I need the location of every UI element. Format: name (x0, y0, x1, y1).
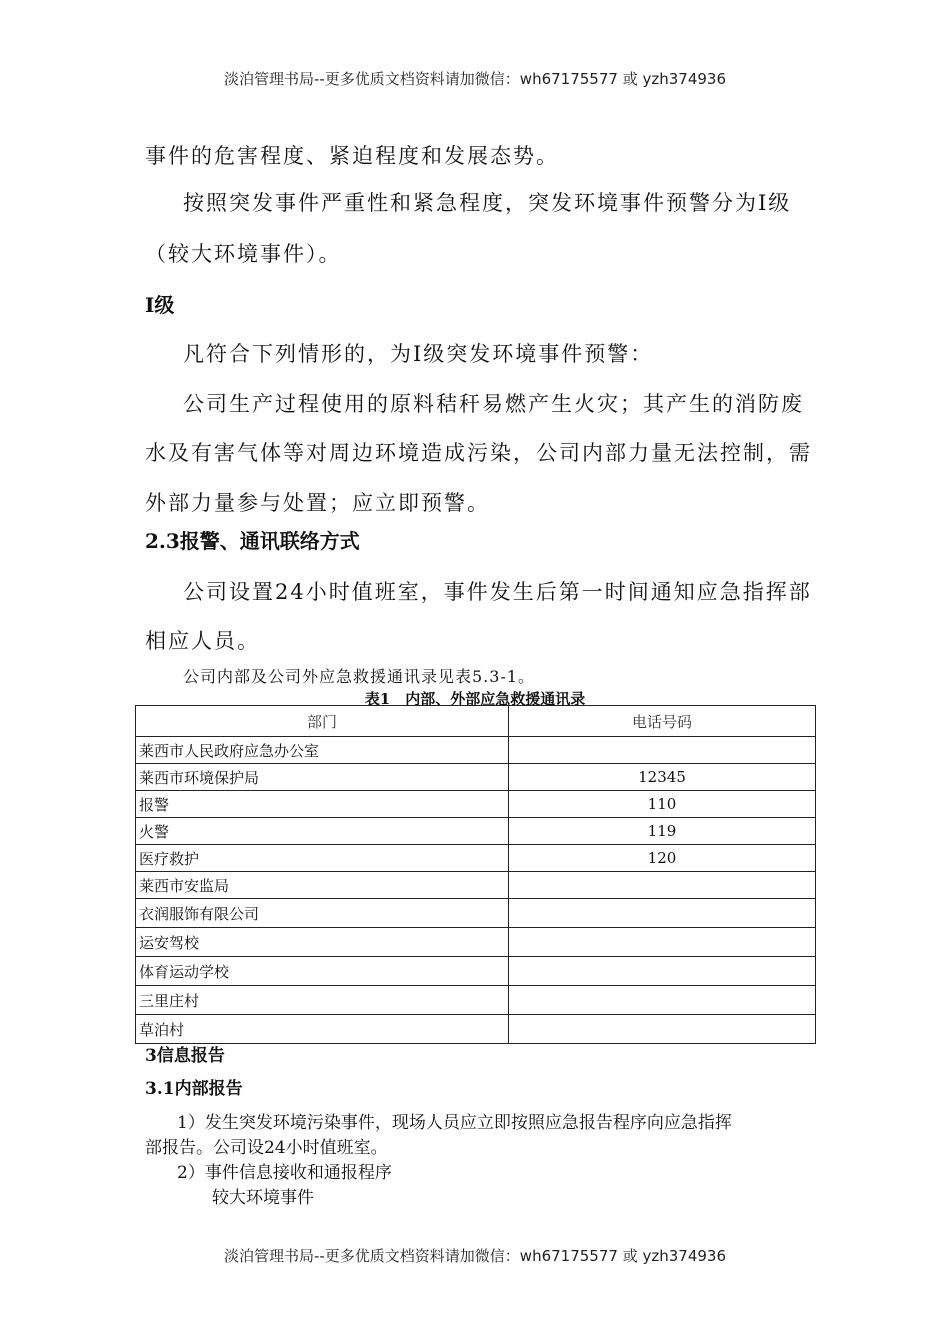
phone-cell: 120 (509, 845, 816, 872)
department-cell: 火警 (136, 818, 509, 845)
table-row (136, 818, 816, 845)
section-heading-3-1: 3.1内部报告 (145, 1079, 243, 1099)
phone-cell (509, 928, 816, 957)
department-cell: 莱西市环境保护局 (136, 764, 509, 791)
column-header: 电话号码 (509, 706, 816, 737)
level-heading: Ⅰ级 (145, 293, 175, 317)
table-row (136, 986, 816, 1015)
body-line: 2）事件信息接收和通报程序 (177, 1163, 392, 1183)
table-intro: 公司内部及公司外应急救援通讯录见表5.3-1。 (183, 667, 536, 686)
body-line: 较大环境事件 (212, 1188, 314, 1208)
body-line: 外部力量参与处置；应立即预警。 (145, 491, 490, 515)
table-row (136, 928, 816, 957)
department-cell: 运安驾校 (136, 928, 509, 957)
column-header: 部门 (136, 706, 509, 737)
phone-cell (509, 1015, 816, 1044)
department-cell: 草泊村 (136, 1015, 509, 1044)
phone-cell: 110 (509, 791, 816, 818)
body-line: 公司设置24小时值班室，事件发生后第一时间通知应急指挥部 (183, 580, 812, 604)
department-cell: 衣润服饰有限公司 (136, 899, 509, 928)
department-cell: 莱西市人民政府应急办公室 (136, 737, 509, 764)
table-row (136, 764, 816, 791)
section-heading-2-3: 2.3报警、通讯联络方式 (145, 529, 360, 553)
department-cell: 医疗救护 (136, 845, 509, 872)
body-line: 1）发生突发环境污染事件，现场人员应立即按照应急报告程序向应急指挥 (177, 1113, 732, 1133)
body-line: 部报告。公司设24小时值班室。 (145, 1138, 388, 1158)
phone-cell (509, 737, 816, 764)
department-cell: 报警 (136, 791, 509, 818)
section-heading-3: 3信息报告 (145, 1046, 225, 1066)
contact-table (135, 705, 816, 1044)
table-row (136, 899, 816, 928)
body-line: （较大环境事件）。 (145, 242, 342, 266)
body-line: 公司生产过程使用的原料秸秆易燃产生火灾；其产生的消防废 (183, 392, 804, 416)
department-cell: 三里庄村 (136, 986, 509, 1015)
phone-cell (509, 986, 816, 1015)
phone-cell (509, 872, 816, 899)
table-caption: 表1 内部、外部应急救援通讯录 (364, 690, 586, 708)
table-row (136, 872, 816, 899)
body-line: 水及有害气体等对周边环境造成污染，公司内部力量无法控制，需 (145, 441, 812, 465)
phone-cell: 119 (509, 818, 816, 845)
phone-cell (509, 957, 816, 986)
phone-cell (509, 899, 816, 928)
body-line: 凡符合下列情形的，为Ⅰ级突发环境事件预警： (183, 342, 654, 366)
department-cell: 体育运动学校 (136, 957, 509, 986)
table-row (136, 791, 816, 818)
body-line: 相应人员。 (145, 629, 260, 653)
table-header-row (136, 706, 816, 737)
body-line: 事件的危害程度、紧迫程度和发展态势。 (145, 144, 559, 168)
table-row (136, 957, 816, 986)
table-row (136, 1015, 816, 1044)
body-line: 按照突发事件严重性和紧急程度，突发环境事件预警分为Ⅰ级 (183, 191, 792, 215)
table-row (136, 845, 816, 872)
department-cell: 莱西市安监局 (136, 872, 509, 899)
phone-cell: 12345 (509, 764, 816, 791)
page-footer: 淡泊管理书局--更多优质文档资料请加微信：wh67175577 或 yzh374936 (223, 1247, 726, 1265)
table-row (136, 737, 816, 764)
page-header: 淡泊管理书局--更多优质文档资料请加微信：wh67175577 或 yzh374936 (223, 70, 726, 88)
